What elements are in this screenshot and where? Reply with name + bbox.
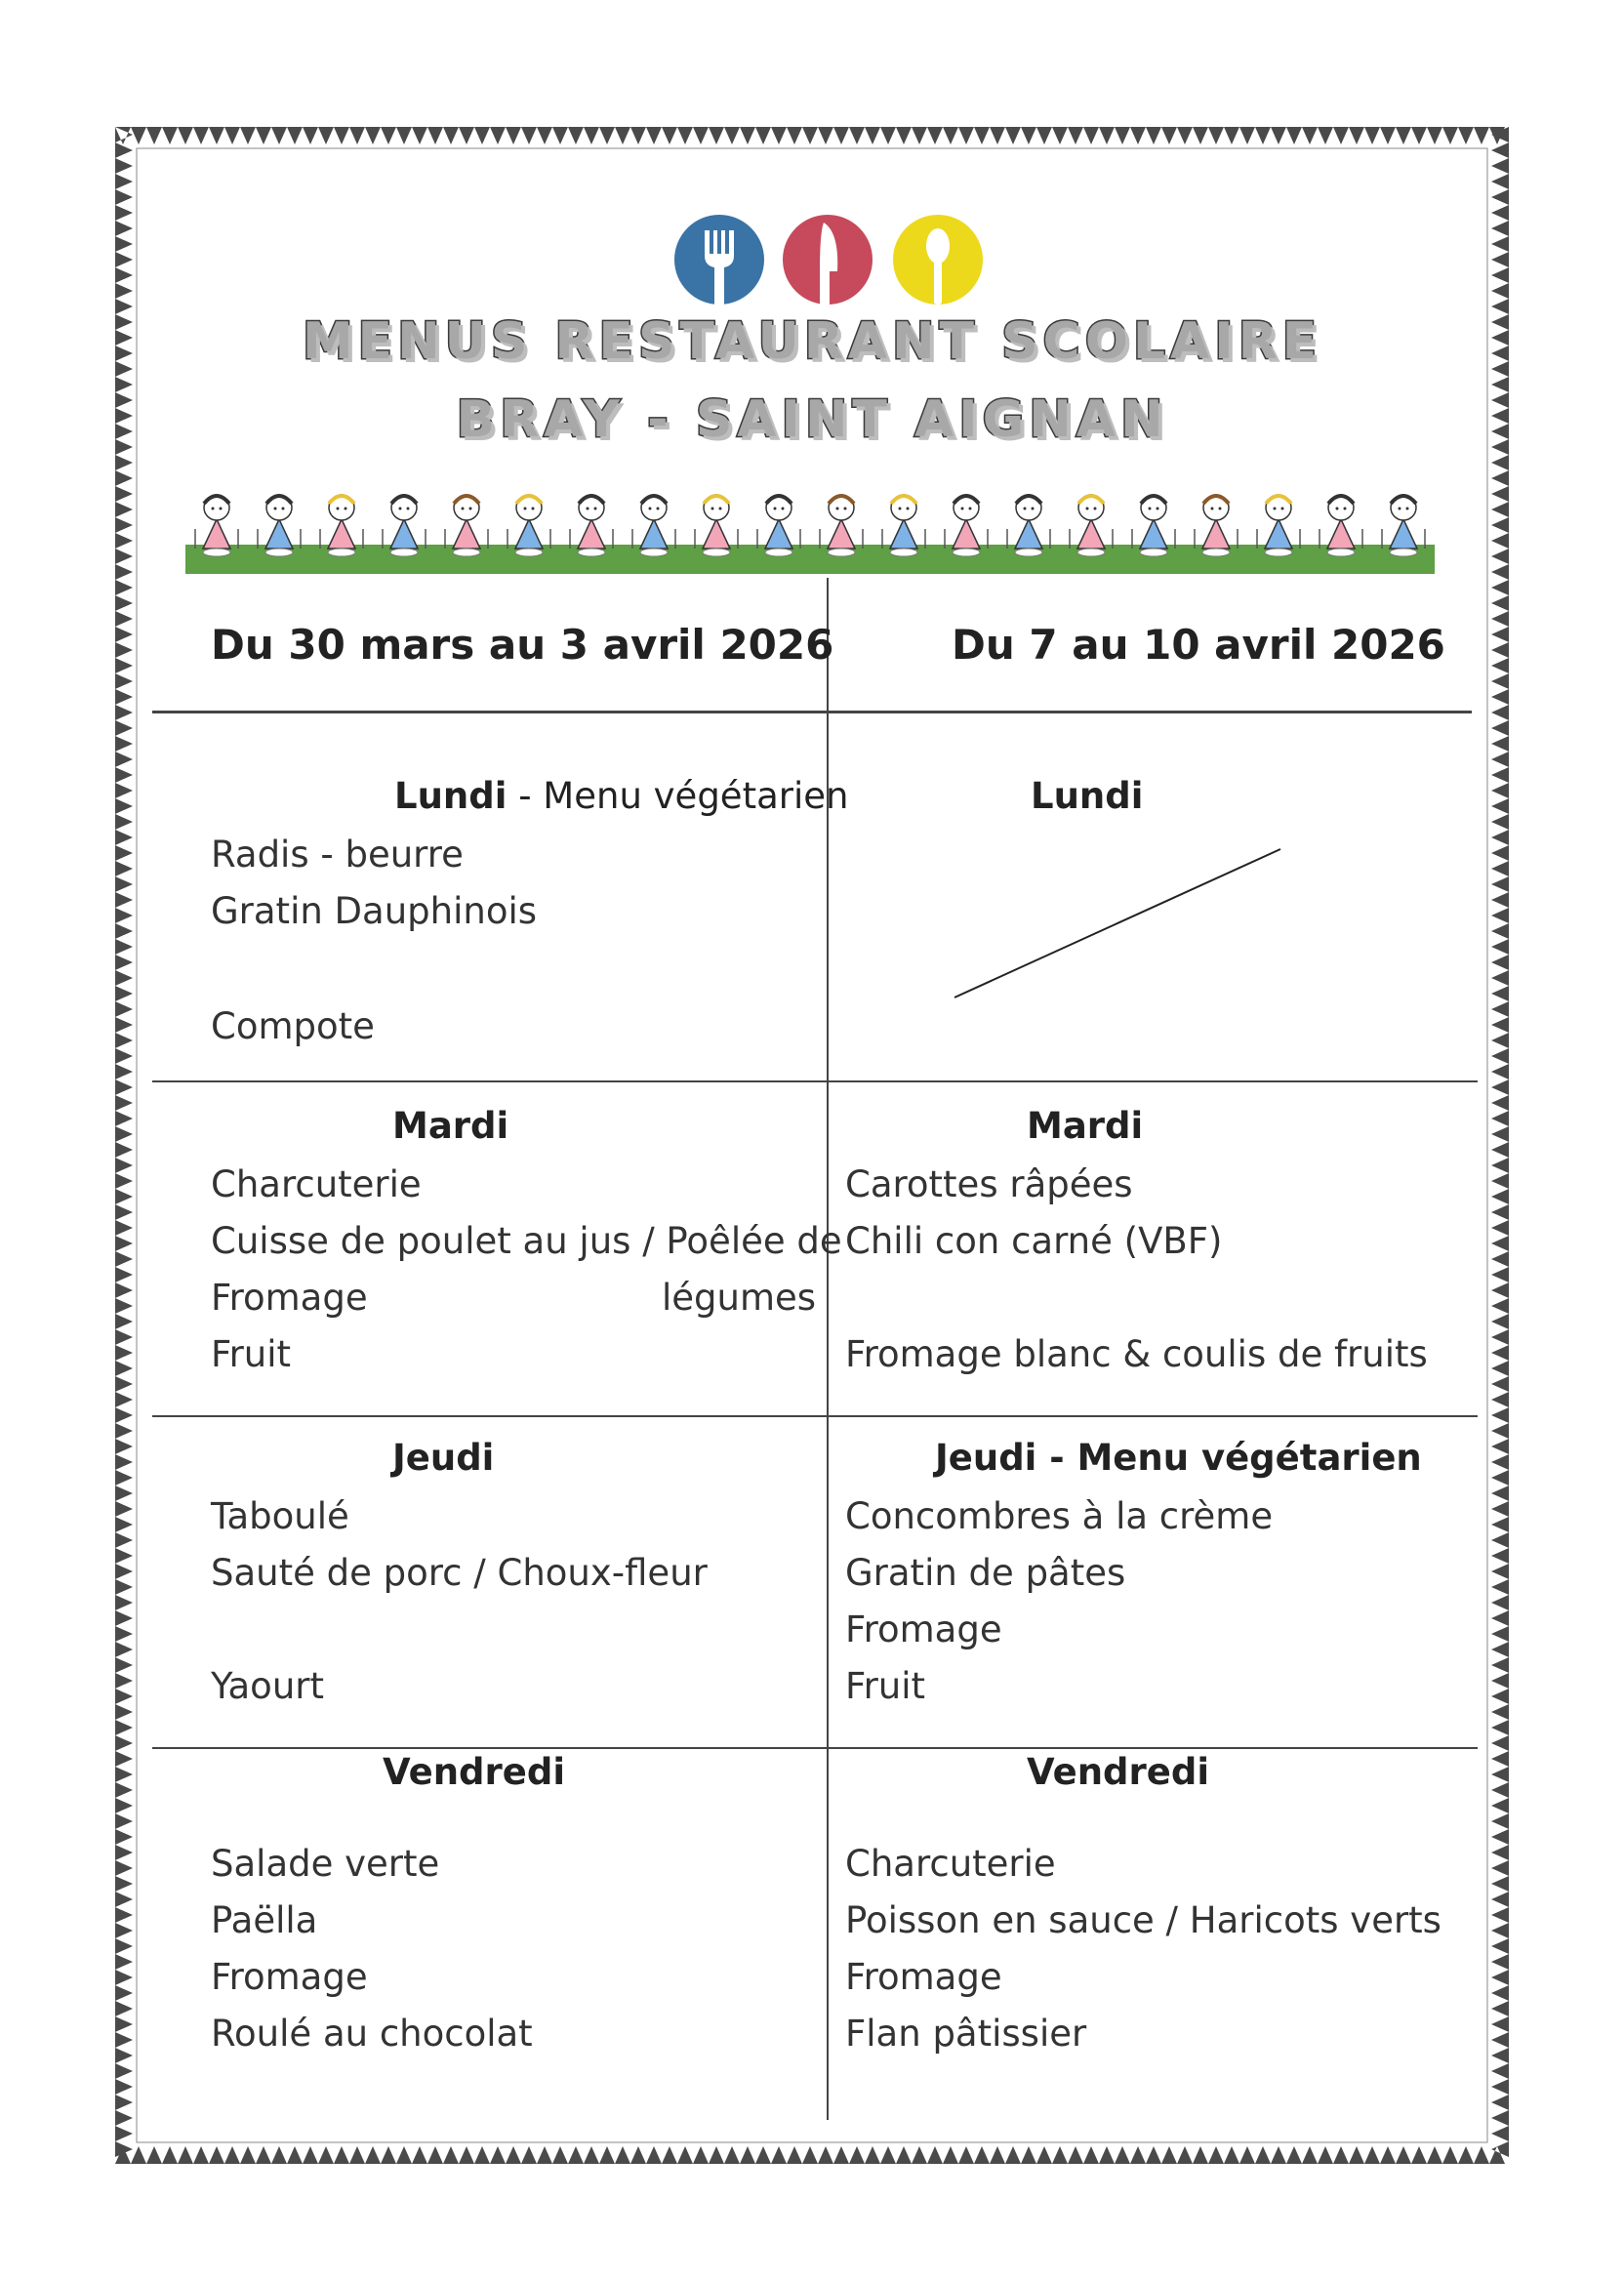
- week2-monday-day: Lundi: [1031, 775, 1144, 817]
- week1-tuesday-day: Mardi: [392, 1105, 509, 1147]
- week1-tuesday-item: Charcuterie: [211, 1163, 422, 1205]
- week1-monday-title: [394, 775, 848, 817]
- week1-monday-note: - Menu végétarien: [507, 775, 849, 817]
- week2-friday-item: Fromage: [845, 1956, 1002, 1998]
- cutlery-logo: [0, 0, 1624, 322]
- week1-thursday-item: Sauté de porc / Choux-fleur: [211, 1552, 708, 1594]
- week1-friday-day: Vendredi: [383, 1751, 566, 1793]
- week2-tuesday-item: Fromage blanc & coulis de fruits: [845, 1333, 1428, 1375]
- week1-tuesday-item: Fromage: [211, 1277, 368, 1319]
- week2-friday-item: Charcuterie: [845, 1843, 1056, 1885]
- header-divider: [152, 711, 1472, 713]
- week2-thursday-item: Gratin de pâtes: [845, 1552, 1126, 1594]
- week2-thursday-item: Fromage: [845, 1608, 1002, 1650]
- week1-tuesday-item: Fruit: [211, 1333, 292, 1375]
- title-line-1: MENUS RESTAURANT SCOLAIRE: [302, 312, 1322, 371]
- fork-icon: [674, 215, 764, 305]
- week2-tuesday-item: Chili con carné (VBF): [845, 1220, 1223, 1262]
- row-divider-2: [152, 1415, 1478, 1417]
- week1-thursday-item: Yaourt: [211, 1665, 324, 1707]
- strikethrough-line: [947, 841, 1288, 1007]
- week2-header: Du 7 au 10 avril 2026: [952, 621, 1445, 669]
- title-line-2: BRAY - SAINT AIGNAN: [456, 390, 1168, 449]
- week2-thursday-item: Concombres à la crème: [845, 1495, 1274, 1537]
- spoon-icon: [893, 215, 983, 305]
- week1-tuesday-item: Cuisse de poulet au jus / Poêlée de: [211, 1220, 842, 1262]
- row-divider-1: [152, 1080, 1478, 1082]
- week1-friday-item: Roulé au chocolat: [211, 2013, 533, 2055]
- week1-monday-item: Compote: [211, 1005, 375, 1047]
- week1-monday-day: Lundi: [394, 775, 508, 817]
- week1-friday-item: Salade verte: [211, 1843, 440, 1885]
- row-divider-3: [152, 1747, 1478, 1749]
- week1-monday-item: Gratin Dauphinois: [211, 890, 538, 932]
- week1-tuesday-item: légumes: [662, 1277, 817, 1319]
- week1-header: Du 30 mars au 3 avril 2026: [211, 621, 834, 669]
- week2-thursday-item: Fruit: [845, 1665, 926, 1707]
- week1-friday-item: Paëlla: [211, 1899, 318, 1941]
- knife-icon: [783, 215, 873, 306]
- week2-tuesday-day: Mardi: [1027, 1105, 1144, 1147]
- week1-monday-item: Radis - beurre: [211, 834, 464, 875]
- week2-thursday-day: Jeudi - Menu végétarien: [935, 1437, 1422, 1479]
- week1-friday-item: Fromage: [211, 1956, 368, 1998]
- week2-friday-item: Poisson en sauce / Haricots verts: [845, 1899, 1441, 1941]
- children-table-illustration: [185, 478, 1435, 576]
- week1-thursday-day: Jeudi: [392, 1437, 495, 1479]
- week2-friday-day: Vendredi: [1027, 1751, 1210, 1793]
- week2-tuesday-item: Carottes râpées: [845, 1163, 1133, 1205]
- week1-thursday-item: Taboulé: [211, 1495, 349, 1537]
- grass-strip: [185, 545, 1435, 574]
- week2-friday-item: Flan pâtissier: [845, 2013, 1087, 2055]
